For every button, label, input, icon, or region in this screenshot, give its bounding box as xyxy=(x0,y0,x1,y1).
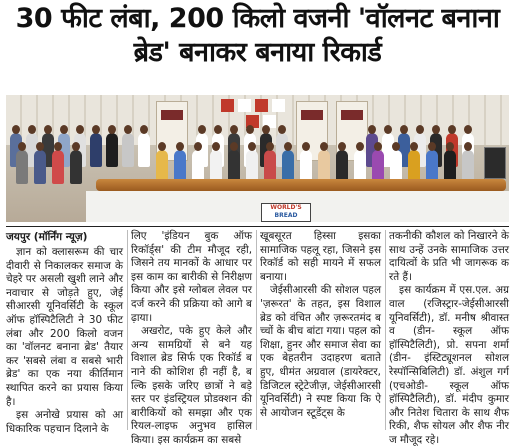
article-column-2 xyxy=(131,230,252,448)
column-separator xyxy=(127,230,128,430)
photo-divider xyxy=(6,226,509,227)
photo-decor xyxy=(221,99,234,112)
photo-screen xyxy=(484,147,506,179)
column-separator xyxy=(385,230,386,430)
headline: 30 फीट लंबा, 200 किलो वजनी 'वॉलनट बनाना ब्रेड' बनाकर बनाया रिकार्ड xyxy=(15,3,500,68)
paragraph: तकनीकी कौशल को निखारने के साथ उन्हें उनके सामाजिक उत्तरदायित्वों के प्रति भी जागरूक करते हैं। xyxy=(389,230,509,283)
photo-bread xyxy=(96,179,506,191)
paragraph: खूबसूरत हिस्सा इसका सामाजिक पहलू रहा, जिसने इस रिकॉर्ड को सही मायने में सफल बनाया। xyxy=(260,230,381,283)
column-separator xyxy=(256,230,257,430)
photo-decor xyxy=(238,99,251,112)
paragraph: अखरोट, पके हुए केले और अन्य सामग्रियों से बने यह विशाल ब्रेड सिर्फ एक रिकॉर्ड बनाने की कोशिश ही नहीं है, बल्कि इसके जरिए छात्रों ने बड़े स्तर पर इंडस्ट्रियल प्रोडक्शन की बारीकियों को समझा और एक रियल-लाइफ अनुभव हासिल किया। इस कार्यक्रम का सबसे xyxy=(131,325,252,446)
photo-logo: WORLD'S BREAD xyxy=(261,203,311,222)
paragraph: लिए 'इंडियन बुक ऑफ रिकॉर्ड्स' की टीम मौजूद रही, जिसने तय मानकों के आधार पर इस काम का बारीकी से निरीक्षण किया और इसे ग्लोबल लेवल पर दर्ज करने की प्रक्रिया को आगे बढ़ाया। xyxy=(131,230,252,324)
article-column-3 xyxy=(260,230,381,420)
paragraph: इस कार्यक्रम में एस.एल. अग्रवाल (रजिस्ट्रार-जेईसीआरसी यूनिवर्सिटी), डॉ. मनीष श्रीवास्तव (डीन- स्कूल ऑफ हॉस्पिटैलिटी), प्रो. सपना शर्मा (डीन- इंस्टिट्यूशनल सोशल रेस्पॉन्सिबिलिटी) डॉ. अंशुल गर्ग (एचओडी- स्कूल ऑफ हॉस्पिटैलिटी), डॉ. मंदीप कुमार और नितेश चितारा के साथ शैफ रिकी, शैफ सोयल और शैफ नीरज मौजूद रहे। xyxy=(389,284,509,446)
paragraph: जेईसीआरसी की सोशल पहल 'ज़रूरत' के तहत, इस विशाल ब्रेड को वंचित और ज़रूरतमंद बच्चों के बीच बांटा गया। पहल को शिक्षा, हुनर और समाज सेवा का एक बेहतरीन उदाहरण बताते हुए, धीमंत अग्रवाल (डायरेक्टर, डिजिटल स्ट्रेटेजीज़, जेईसीआरसी यूनिवर्सिटी) ने स्पष्ट किया कि ऐसे आयोजन स्टूडेंट्स के xyxy=(260,284,381,419)
article-column-1 xyxy=(6,230,123,436)
paragraph: इस अनोखे प्रयास को आधिकारिक पहचान दिलाने के xyxy=(6,409,123,435)
news-photo xyxy=(6,95,509,222)
photo-decor xyxy=(272,99,285,112)
article-column-4 xyxy=(389,230,509,448)
dateline: जयपुर (मॉर्निंग न्यूज़) xyxy=(6,231,88,243)
photo-decor xyxy=(255,99,268,112)
paragraph: ज्ञान को क्लासरूम की चारदीवारी से निकालकर समाज के चेहरे पर असली खुशी लाने और नवाचार से जोड़ते हुए, जेईसीआरसी यूनिवर्सिटी के स्कूल ऑफ हॉस्पिटैलिटी ने 30 फीट लंबा और 200 किलो वजन का 'वॉलनट बनाना ब्रेड' तैयार कर 'सबसे लंबा व सबसे भारी ब्रेड' का एक नया कीर्तिमान स्थापित करने का प्रयास किया है। xyxy=(6,246,123,408)
